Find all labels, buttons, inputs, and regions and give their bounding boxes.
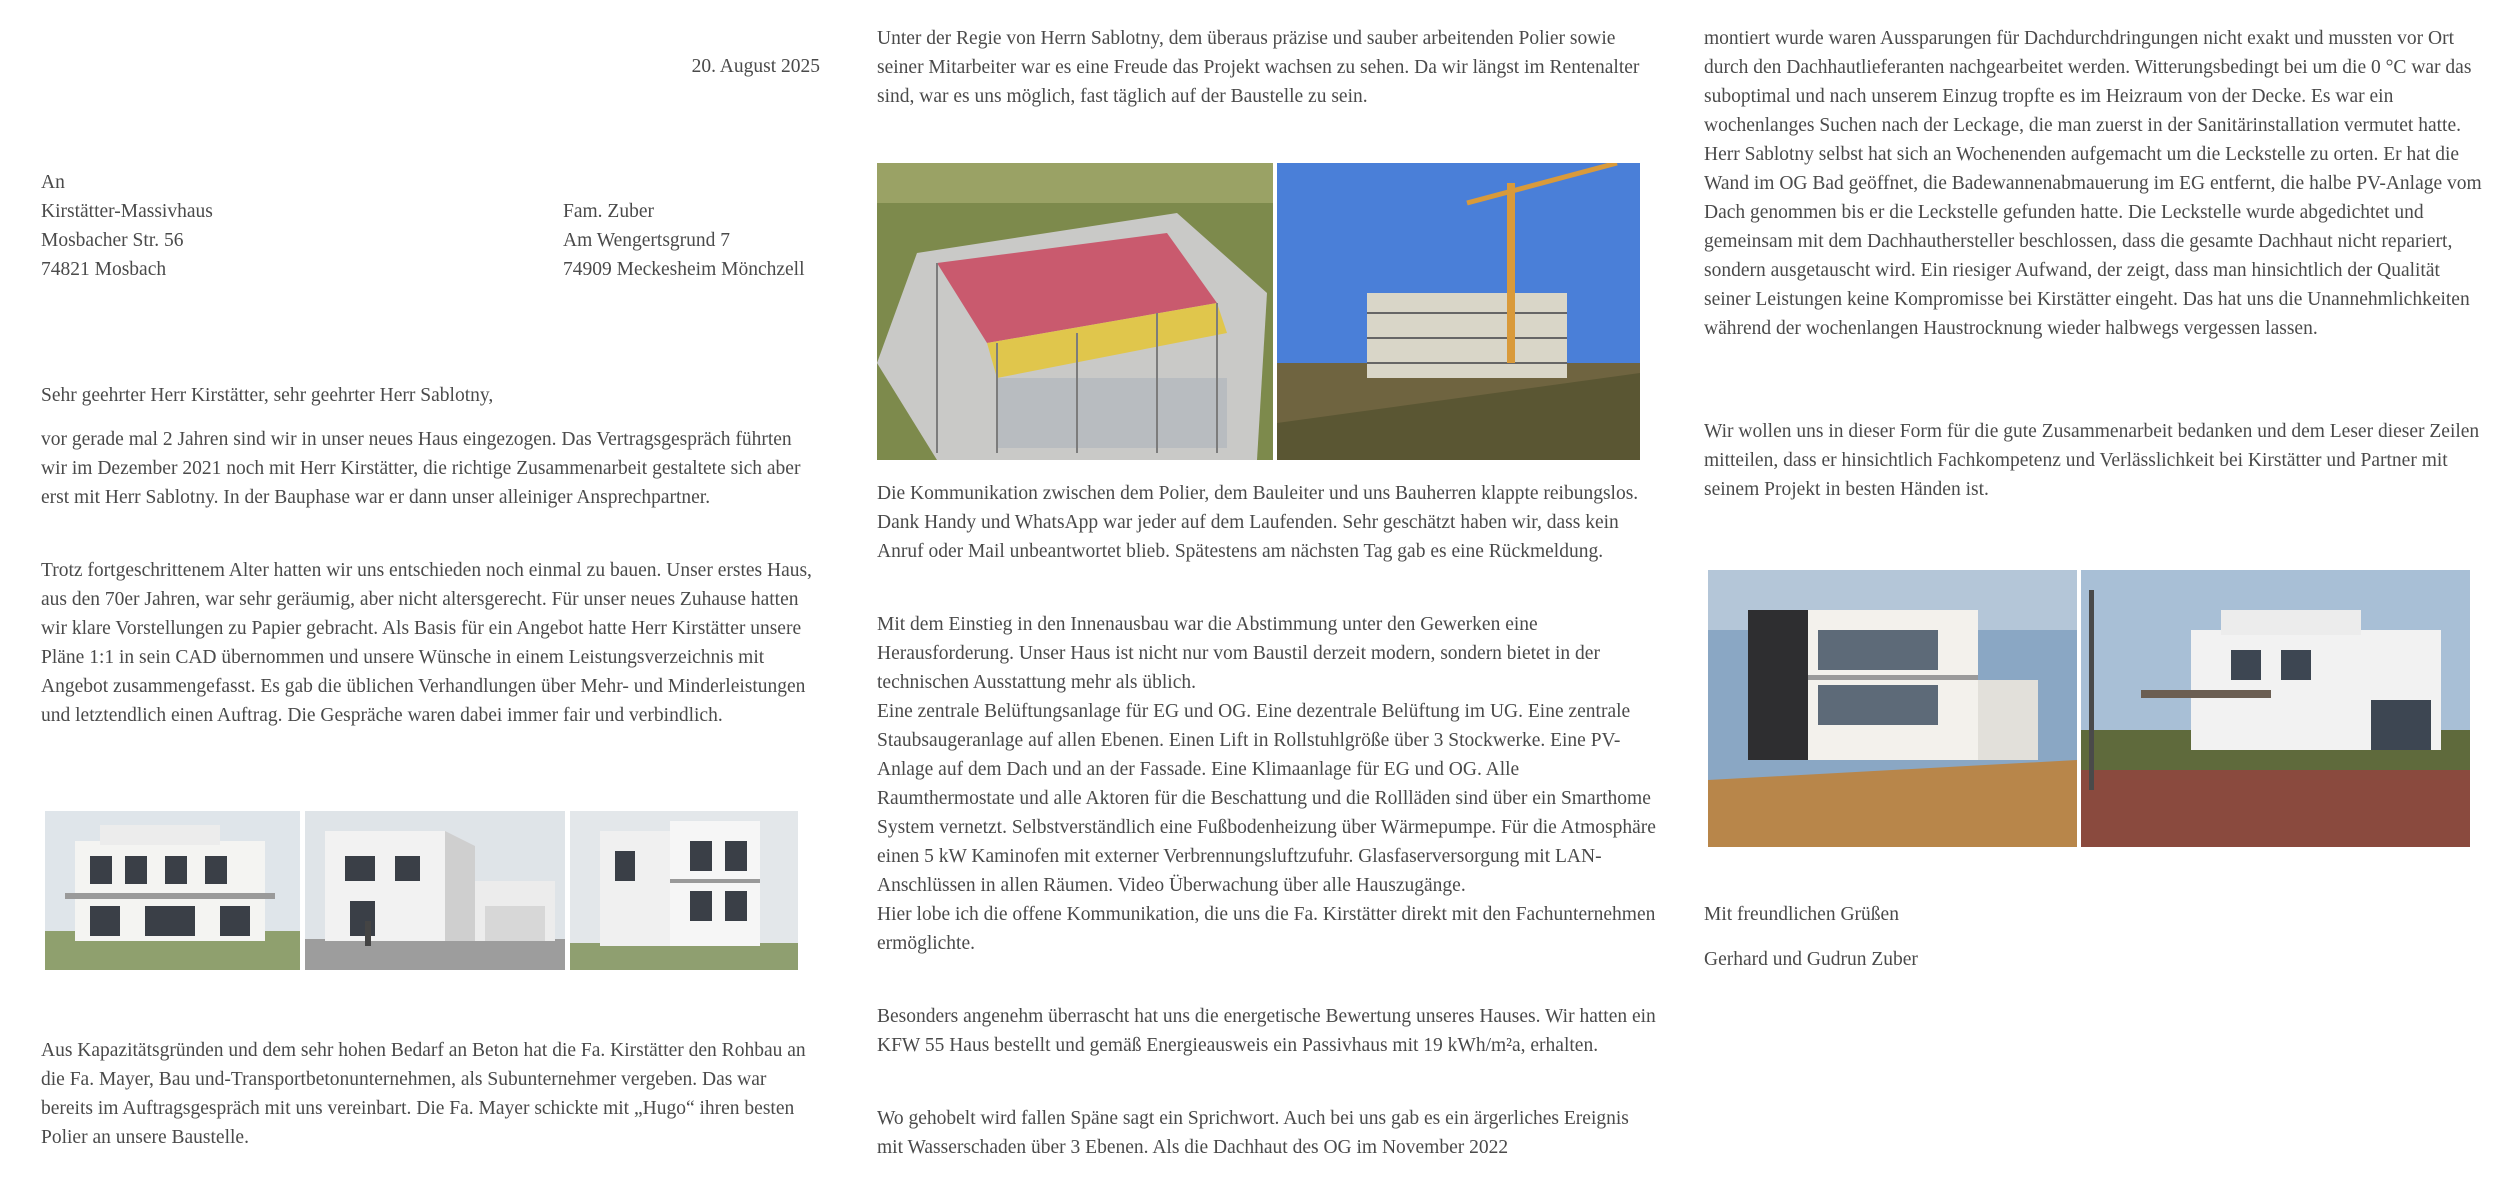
paragraph-water-damage-start: Wo gehobelt wird fallen Späne sagt ein Sprichwort. Auch bei uns gab es ein ärgerliches Ereignis mit Wasserschaden über 3 Ebenen. Als die Dachhaut des OG im November 2022: [877, 1108, 1629, 1158]
interior-intro: Mit dem Einstieg in den Innenausbau war die Abstimmung unter den Gewerken eine Herausforderung. Unser Haus ist nicht nur vom Baustil derzeit modern, sondern bietet in der technischen Ausstattung mehr als üblich.: [877, 614, 1600, 693]
paragraph-move-in: vor gerade mal 2 Jahren sind wir in unser neues Haus eingezogen. Das Vertragsgespräch führten wir im Dezember 2021 noch mit Herr Kirstätter, die richtige Zusammenarbeit gestaltete sich aber erst mit Herr Sablotny. In der Bauphase war er dann unser alleiniger Ansprechpartner.: [41, 429, 801, 508]
sender-line: Fam. Zuber: [563, 201, 654, 222]
recipient-line: Mosbacher Str. 56: [41, 230, 184, 251]
house-photo-finished-side: [1708, 570, 2077, 847]
house-rendering-street: [305, 811, 565, 970]
paragraph-energy: Besonders angenehm überrascht hat uns die energetische Bewertung unseres Hauses. Wir hatten ein KFW 55 Haus bestellt und gemäß Energieausweis ein Passivhaus mit 19 kWh/m²a, erhalten.: [877, 1006, 1656, 1056]
recipient-line: Kirstätter-Massivhaus: [41, 201, 213, 222]
sender-line: Am Wengertsgrund 7: [563, 230, 731, 251]
paragraph-planning: Trotz fortgeschrittenem Alter hatten wir uns entschieden noch einmal zu bauen. Unser erstes Haus, aus den 70er Jahren, war sehr geräumig, aber nicht altersgerecht. Für unser neues Zuhause hatten wir klare Vorstellungen zu Papier gebracht. Als Basis für ein Angebot hatte Herr Kirstätter unsere Pläne 1:1 in sein CAD übernommen und unsere Wünsche in einem Leistungsverzeichnis mit Angebot zusammengefasst. Es gab die üblichen Verhandlungen über Mehr- und Minderleistungen und letztendlich einen Auftrag. Die Gespräche waren dabei immer fair und verbindlich.: [41, 560, 812, 726]
letter-date: 20. August 2025: [691, 56, 820, 77]
paragraph-subcontractor: Aus Kapazitätsgründen und dem sehr hohen Bedarf an Beton hat die Fa. Kirstätter den Rohbau an die Fa. Mayer, Bau und-Transportbetonunternehmen, als Subunternehmer vergeben. Das war bereits im Auftragsgespräch mit uns vereinbart. Die Fa. Mayer schickte mit „Hugo“ ihren besten Polier an unsere Baustelle.: [41, 1040, 806, 1148]
sender-address: [563, 197, 863, 284]
recipient-label: An: [41, 172, 65, 193]
house-rendering-side: [570, 811, 798, 970]
closing: Mit freundlichen Grüßen: [1704, 904, 1899, 925]
construction-photo-aerial: [877, 163, 1273, 460]
signature: Gerhard und Gudrun Zuber: [1704, 949, 1918, 970]
sender-line: 74909 Meckesheim Mönchzell: [563, 259, 805, 280]
paragraph-thanks: Wir wollen uns in dieser Form für die gute Zusammenarbeit bedanken und dem Leser dieser Zeilen mitteilen, dass er hinsichtlich Fachkompetenz und Verlässlichkeit bei Kirstätter und Partner mit seinem Projekt in besten Händen ist.: [1704, 421, 2480, 500]
house-rendering-front: [45, 811, 300, 970]
interior-equipment: Eine zentrale Belüftungsanlage für EG und OG. Eine dezentrale Belüftung im UG. Eine zentrale Staubsaugeranlage auf allen Ebenen. Einen Lift in Rollstuhlgröße über 3 Stockwerke. Eine PV-Anlage auf dem Dach und an der Fassade. Eine Klimaanlage für EG und OG. Alle Raumthermostate und alle Aktoren für die Beschattung und die Rollläden sind über ein Smarthome System vernetzt. Selbstverständlich eine Fußbodenheizung über Wärmepumpe. Für die Atmosphäre einen 5 kW Kaminofen mit externer Verbrennungsluftzufuhr. Glasfaserversorgung mit LAN-Anschlüssen in allen Räumen. Video Überwachung über alle Hauszugänge.: [877, 701, 1656, 896]
paragraph-communication: Die Kommunikation zwischen dem Polier, dem Bauleiter und uns Bauherren klappte reibungslos. Dank Handy und WhatsApp war jeder auf dem Laufenden. Sehr geschätzt haben wir, dass kein Anruf oder Mail unbeantwortet blieb. Spätestens am nächsten Tag gab es eine Rückmeldung.: [877, 483, 1639, 562]
house-photo-finished-street: [2081, 570, 2470, 847]
interior-praise: Hier lobe ich die offene Kommunikation, die uns die Fa. Kirstätter direkt mit den Fachunternehmen ermöglichte.: [877, 904, 1656, 954]
paragraph-foreman: Unter der Regie von Herrn Sablotny, dem überaus präzise und sauber arbeitenden Polier sowie seiner Mitarbeiter war es eine Freude das Projekt wachsen zu sehen. Da wir längst im Rentenalter sind, war es uns möglich, fast täglich auf der Baustelle zu sein.: [877, 28, 1640, 107]
greeting: Sehr geehrter Herr Kirstätter, sehr geehrter Herr Sablotny,: [41, 385, 494, 406]
paragraph-interior: [877, 610, 1657, 958]
recipient-address: [41, 168, 441, 284]
paragraph-water-damage-cont: montiert wurde waren Aussparungen für Dachdurchdringungen nicht exakt und mussten vor Ort durch den Dachhautlieferanten nachgearbeitet werden. Witterungsbedingt bei um die 0 °C war das suboptimal und nach unserem Einzug tropfte es im Heizraum von der Decke. Es war ein wochenlanges Suchen nach der Leckage, die man zuerst in der Sanitärinstallation vermutet hatte. Herr Sablotny selbst hat sich an Wochenenden aufgemacht um die Leckstelle zu orten. Er hat die Wand im OG Bad geöffnet, die Badewannenabmauerung im EG entfernt, die halbe PV-Anlage vom Dach genommen bis er die Leckstelle gefunden hatte. Die Leckstelle wurde abgedichtet und gemeinsam mit dem Dachhauthersteller beschlossen, dass die gesamte Dachhaut nicht repariert, sondern ausgetauscht wird. Ein riesiger Aufwand, der zeigt, dass man hinsichtlich der Qualität seiner Leistungen keine Kompromisse bei Kirstätter eingeht. Das hat uns die Unannehmlichkeiten während der wochenlangen Haustrocknung wieder halbwegs vergessen lassen.: [1704, 28, 2482, 339]
recipient-line: 74821 Mosbach: [41, 259, 167, 280]
construction-photo-crane: [1277, 163, 1640, 460]
